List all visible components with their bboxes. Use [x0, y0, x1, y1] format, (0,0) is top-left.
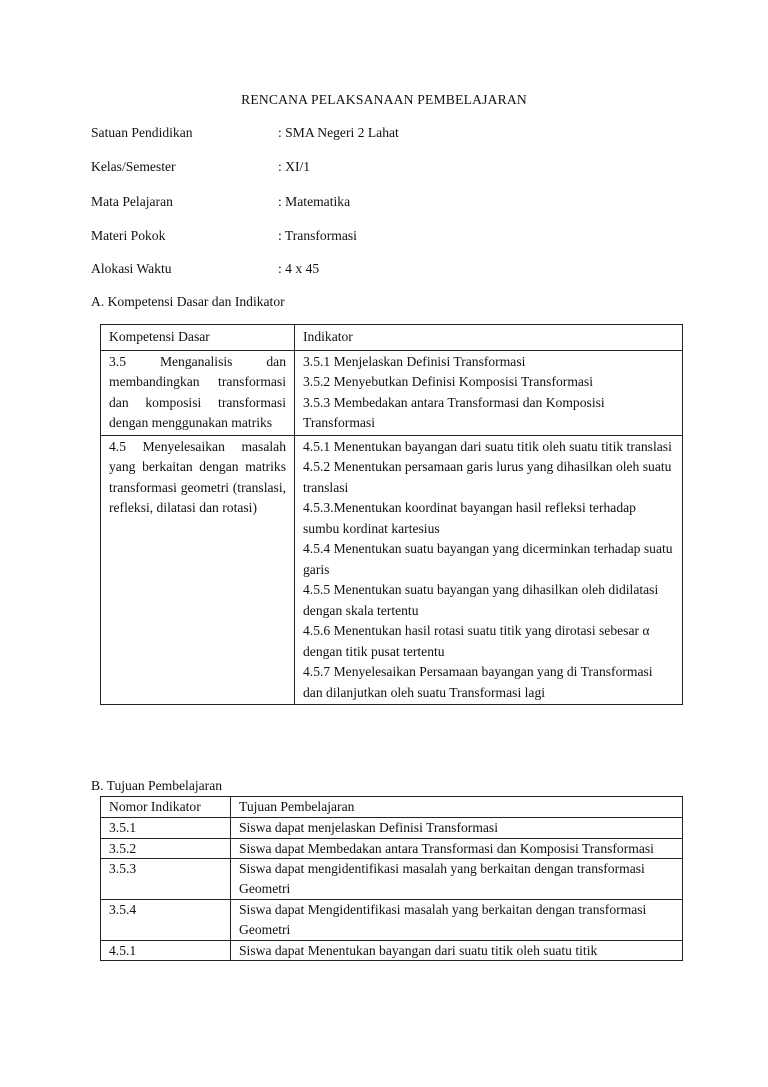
indikator-cell [295, 350, 683, 435]
table-header-row [101, 325, 683, 351]
indikator-item: 3.5.2 Menyebutkan Definisi Komposisi Transformasi [303, 374, 593, 389]
indikator-item: 4.5.7 Menyelesaikan Persamaan bayangan yang di Transformasi dan dilanjutkan oleh suatu Transformasi lagi [303, 664, 653, 700]
page-title: RENCANA PELAKSANAAN PEMBELAJARAN [241, 92, 527, 107]
tujuan-pembelajaran-table [100, 796, 683, 961]
meta-label: Alokasi Waktu [91, 261, 172, 276]
table-row [101, 350, 683, 435]
nomor-indikator-cell: 3.5.3 [101, 859, 231, 900]
kd-cell: 3.5 Menganalisis dan membandingkan transformasi dan komposisi transformasi dengan menggunakan matriks [101, 350, 295, 435]
meta-value: : SMA Negeri 2 Lahat [278, 125, 399, 140]
tujuan-cell: Siswa dapat menjelaskan Definisi Transformasi [231, 817, 683, 838]
indikator-item: 4.5.5 Menentukan suatu bayangan yang dihasilkan oleh didilatasi dengan skala tertentu [303, 582, 659, 618]
indikator-item: 4.5.1 Menentukan bayangan dari suatu titik oleh suatu titik translasi [303, 438, 672, 454]
nomor-indikator-cell: 4.5.1 [101, 940, 231, 961]
kompetensi-indikator-table [100, 324, 683, 705]
indikator-item: 4.5.4 Menentukan suatu bayangan yang dicerminkan terhadap suatu garis [303, 541, 673, 577]
column-header: Tujuan Pembelajaran [231, 797, 683, 818]
nomor-indikator-cell: 3.5.2 [101, 838, 231, 859]
meta-label: Kelas/Semester [91, 159, 176, 174]
nomor-indikator-cell: 3.5.4 [101, 899, 231, 940]
column-header: Nomor Indikator [101, 797, 231, 818]
table-row [101, 435, 683, 705]
table-row [101, 817, 683, 838]
meta-label: Satuan Pendidikan [91, 125, 193, 140]
column-header: Indikator [295, 325, 683, 351]
kd-cell: 4.5 Menyelesaikan masalah yang berkaitan dengan matriks transformasi geometri (translasi, refleksi, dilatasi dan rotasi) [101, 435, 295, 705]
section-a-heading: A. Kompetensi Dasar dan Indikator [91, 294, 285, 309]
meta-value: : 4 x 45 [278, 261, 320, 276]
indikator-item: 4.5.3.Menentukan koordinat bayangan hasil refleksi terhadap sumbu kordinat kartesius [303, 500, 636, 536]
table-row [101, 859, 683, 900]
tujuan-cell: Siswa dapat Membedakan antara Transformasi dan Komposisi Transformasi [231, 838, 683, 859]
meta-value: : Matematika [278, 194, 351, 209]
meta-value: : XI/1 [278, 159, 311, 174]
meta-label: Materi Pokok [91, 228, 166, 243]
column-header: Kompetensi Dasar [101, 325, 295, 351]
indikator-item: 4.5.2 Menentukan persamaan garis lurus yang dihasilkan oleh suatu translasi [303, 459, 672, 495]
meta-label: Mata Pelajaran [91, 194, 173, 209]
table-row [101, 899, 683, 940]
table-row [101, 940, 683, 961]
indikator-item: 3.5.1 Menjelaskan Definisi Transformasi [303, 353, 526, 369]
nomor-indikator-cell: 3.5.1 [101, 817, 231, 838]
tujuan-cell: Siswa dapat mengidentifikasi masalah yang berkaitan dengan transformasi Geometri [231, 859, 683, 900]
section-b-heading: B. Tujuan Pembelajaran [91, 778, 223, 793]
table-header-row [101, 797, 683, 818]
meta-value: : Transformasi [278, 228, 357, 243]
indikator-item: 4.5.6 Menentukan hasil rotasi suatu titik yang dirotasi sebesar α dengan titik pusat tertentu [303, 623, 650, 659]
indikator-item: 3.5.3 Membedakan antara Transformasi dan Komposisi Transformasi [303, 394, 605, 430]
tujuan-cell: Siswa dapat Menentukan bayangan dari suatu titik oleh suatu titik [231, 940, 683, 961]
indikator-cell [295, 435, 683, 705]
table-row [101, 838, 683, 859]
tujuan-cell: Siswa dapat Mengidentifikasi masalah yang berkaitan dengan transformasi Geometri [231, 899, 683, 940]
